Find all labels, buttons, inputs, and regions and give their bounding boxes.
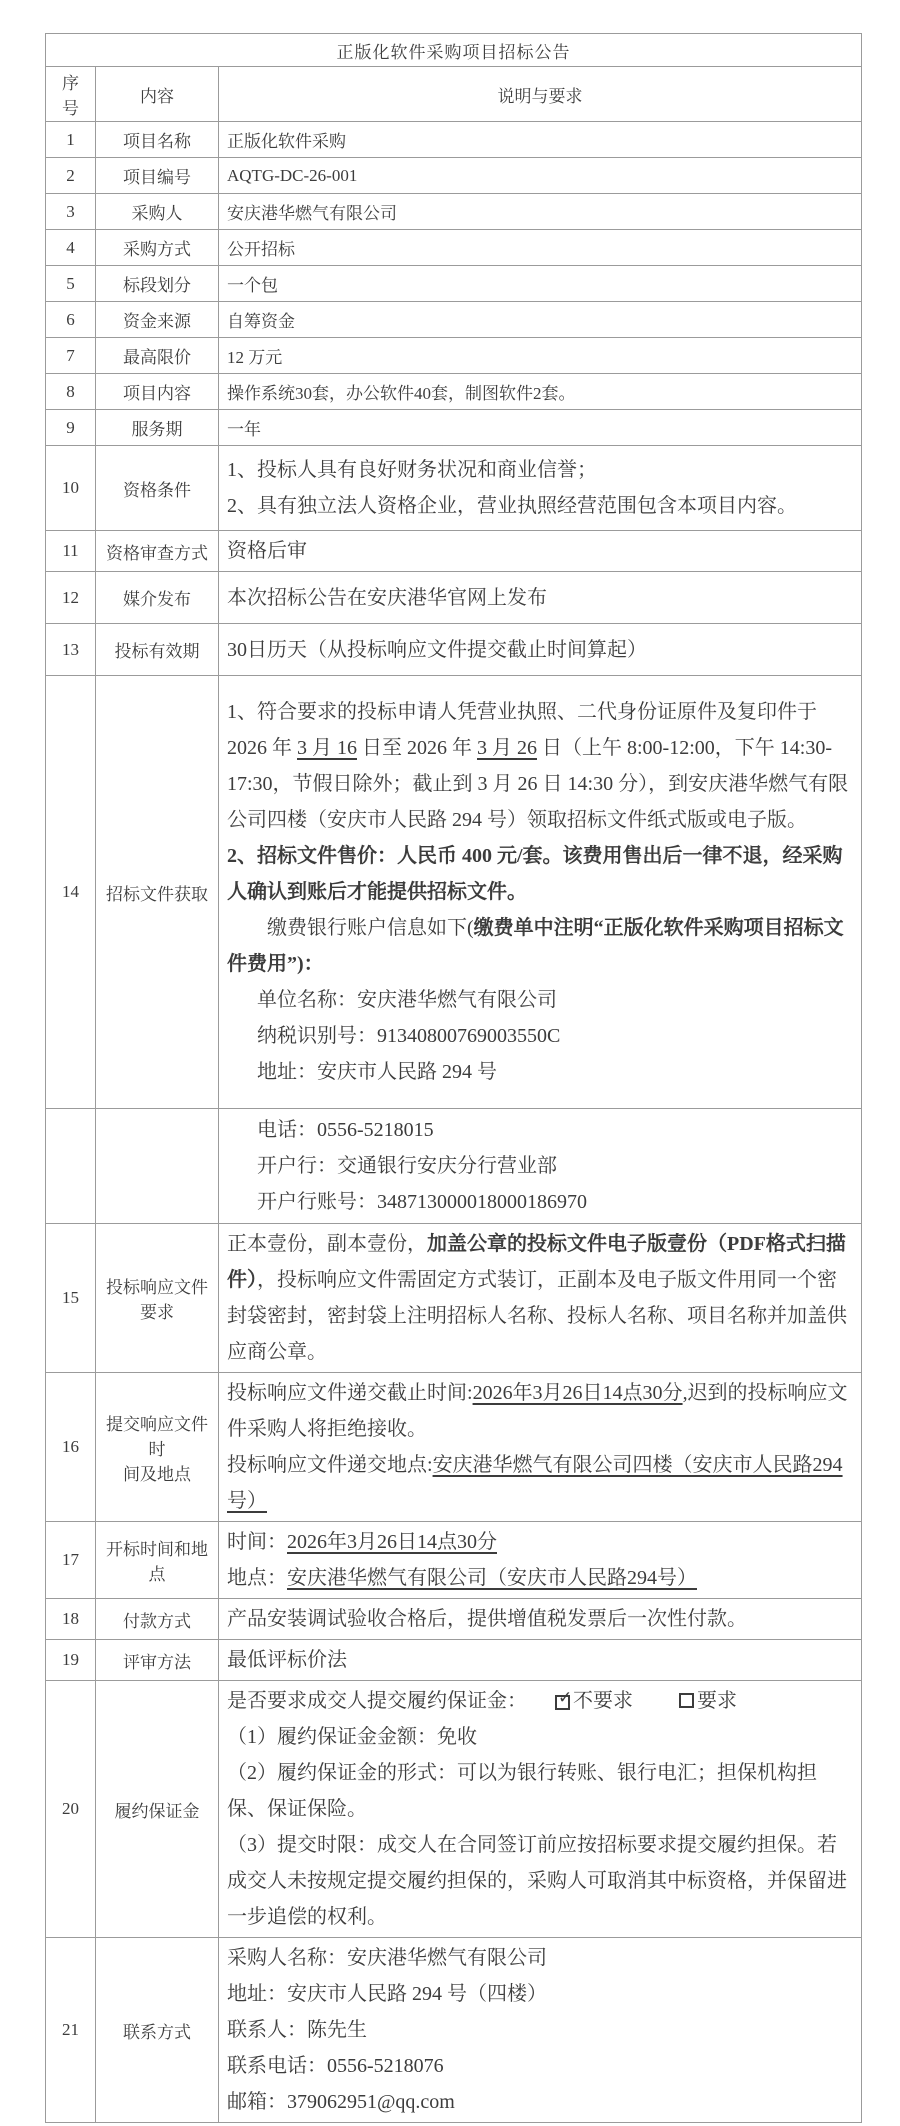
tender-notice-table (45, 33, 862, 2123)
row-label: 联系方式 (96, 1938, 219, 2123)
table-row (46, 338, 862, 374)
column-header-num: 序号 (46, 67, 96, 122)
row-desc (219, 676, 862, 1109)
paragraph: （1）履约保证金金额：免收 (227, 1726, 477, 1748)
table-row (46, 1640, 862, 1681)
bank-info-line: 电话：0556-5218015 (257, 1119, 434, 1141)
row-number: 5 (46, 266, 96, 302)
row-number: 10 (46, 446, 96, 531)
row-label: 资格条件 (96, 446, 219, 531)
table-row (46, 531, 862, 572)
row-desc: 本次招标公告在安庆港华官网上发布 (219, 572, 862, 624)
bank-info-line: 纳税识别号：91340800769003550C (257, 1025, 561, 1047)
row-desc (219, 1224, 862, 1373)
table-row (46, 1938, 862, 2123)
title-row (46, 34, 862, 67)
row-number: 13 (46, 624, 96, 676)
table-row (46, 410, 862, 446)
underlined-deadline: 2026年3月26日14点30分 (287, 1531, 497, 1553)
paragraph: 是否要求成交人提交履约保证金： ✓不要求 要求 (227, 1688, 737, 1712)
table-row (46, 1599, 862, 1640)
row-desc: 自筹资金 (219, 302, 862, 338)
row-label: 提交响应文件时 间及地点 (96, 1373, 219, 1522)
table-row (46, 122, 862, 158)
table-row (46, 676, 862, 1109)
contact-line: 采购人名称：安庆港华燃气有限公司 (227, 1947, 547, 1969)
row-desc: 操作系统30套，办公软件40套，制图软件2套。 (219, 374, 862, 410)
table-row (46, 1681, 862, 1938)
row-label: 服务期 (96, 410, 219, 446)
paragraph: 地点：安庆港华燃气有限公司（安庆市人民路294号） (227, 1567, 697, 1589)
row-number: 19 (46, 1640, 96, 1681)
table-row (46, 302, 862, 338)
underlined-date: 3 月 16 (297, 737, 357, 759)
paragraph: （3）提交时限：成交人在合同签订前应按招标要求提交履约担保。若成交人未按规定提交履约担保的，采购人可取消其中标资格，并保留进一步追偿的权利。 (227, 1834, 847, 1928)
row-label: 评审方法 (96, 1640, 219, 1681)
row-label: 资金来源 (96, 302, 219, 338)
row-desc: 一年 (219, 410, 862, 446)
row-number: 7 (46, 338, 96, 374)
row-desc: 资格后审 (219, 531, 862, 572)
paragraph: 1、投标人具有良好财务状况和商业信誉； (227, 459, 597, 481)
paragraph: 投标响应文件递交地点:安庆港华燃气有限公司四楼（安庆市人民路294号） (227, 1454, 843, 1512)
row-label: 最高限价 (96, 338, 219, 374)
row-label: 项目名称 (96, 122, 219, 158)
row-number: 1 (46, 122, 96, 158)
row-label: 投标有效期 (96, 624, 219, 676)
bank-info-line: 单位名称：安庆港华燃气有限公司 (257, 989, 557, 1011)
row-number: 11 (46, 531, 96, 572)
table-row (46, 446, 862, 531)
underlined-deadline: 2026年3月26日14点30分 (472, 1382, 683, 1404)
row-desc: 30日历天（从投标响应文件提交截止时间算起） (219, 624, 862, 676)
row-number: 17 (46, 1522, 96, 1599)
row-desc (219, 1938, 862, 2123)
checkbox-label: 不要求 (573, 1690, 633, 1712)
checkbox-checked-icon (555, 1688, 573, 1710)
row-desc: 公开招标 (219, 230, 862, 266)
paragraph: （2）履约保证金的形式：可以为银行转账、银行电汇；担保机构担保、保证保险。 (227, 1762, 817, 1820)
row-label: 招标文件获取 (96, 676, 219, 1109)
paragraph: 2、招标文件售价：人民币 400 元/套。该费用售出后一律不退，经采购人确认到账后才能提供招标文件。 (227, 845, 843, 903)
table-row (46, 572, 862, 624)
contact-line: 联系电话：0556-5218076 (227, 2055, 444, 2077)
row-label: 采购人 (96, 194, 219, 230)
row-desc (219, 1522, 862, 1599)
underlined-address: 安庆港华燃气有限公司四楼（安庆市人民路294号） (227, 1454, 843, 1512)
row-number: 20 (46, 1681, 96, 1938)
contact-line: 联系人：陈先生 (227, 2019, 367, 2041)
table-row (46, 194, 862, 230)
column-header-item: 内容 (96, 67, 219, 122)
row-label: 履约保证金 (96, 1681, 219, 1938)
row-number: 18 (46, 1599, 96, 1640)
row-number: 16 (46, 1373, 96, 1522)
paragraph: 1、符合要求的投标申请人凭营业执照、二代身份证原件及复印件于 2026 年 3 月 16 日至 2026 年 3 月 26 日（上午 8:00-12:00，下午 14:30-17:30，节假日除外；截止到 3 月 26 日 14:30 分），到安庆港华燃气有限公司四楼（安庆市人民路 294 号）领取招标文件纸式版或电子版。 (227, 701, 849, 831)
table-row (46, 266, 862, 302)
row-number: 15 (46, 1224, 96, 1373)
table-row (46, 1224, 862, 1373)
paragraph: 投标响应文件递交截止时间:2026年3月26日14点30分,迟到的投标响应文件采购人将拒绝接收。 (227, 1382, 848, 1440)
table-row (46, 1373, 862, 1522)
row-number: 8 (46, 374, 96, 410)
row-desc: 安庆港华燃气有限公司 (219, 194, 862, 230)
paragraph: 缴费银行账户信息如下(缴费单中注明“正版化软件采购项目招标文件费用”)： (227, 917, 844, 975)
header-row (46, 67, 862, 122)
row-desc: 产品安装调试验收合格后，提供增值税发票后一次性付款。 (219, 1599, 862, 1640)
row-number: 14 (46, 676, 96, 1109)
row-label-empty (96, 1109, 219, 1224)
row-number: 2 (46, 158, 96, 194)
row-desc: 一个包 (219, 266, 862, 302)
checkbox-unchecked-icon (679, 1693, 694, 1708)
row-desc (219, 1109, 862, 1224)
underlined-date: 3 月 26 (477, 737, 537, 759)
underlined-address: 安庆港华燃气有限公司（安庆市人民路294号） (287, 1567, 697, 1589)
document-title: 正版化软件采购项目招标公告 (46, 34, 862, 67)
row-desc (219, 1681, 862, 1938)
bank-info-line: 地址：安庆市人民路 294 号 (257, 1061, 497, 1083)
row-desc: 12 万元 (219, 338, 862, 374)
paragraph: 2、具有独立法人资格企业，营业执照经营范围包含本项目内容。 (227, 495, 797, 517)
row-label: 标段划分 (96, 266, 219, 302)
bank-info-line: 开户行：交通银行安庆分行营业部 (257, 1155, 557, 1177)
checkbox-label: 要求 (697, 1690, 737, 1712)
row-desc: AQTG-DC-26-001 (219, 158, 862, 194)
contact-line: 地址：安庆市人民路 294 号（四楼） (227, 1983, 547, 2005)
row-label: 采购方式 (96, 230, 219, 266)
paragraph: 正本壹份，副本壹份，加盖公章的投标文件电子版壹份（PDF格式扫描件），投标响应文件需固定方式装订，正副本及电子版文件用同一个密封袋密封，密封袋上注明招标人名称、投标人名称、项目名称并加盖供应商公章。 (227, 1233, 847, 1363)
row-label: 开标时间和地点 (96, 1522, 219, 1599)
check-mark-icon: ✓ (558, 1688, 573, 1708)
row-number: 21 (46, 1938, 96, 2123)
row-desc: 最低评标价法 (219, 1640, 862, 1681)
table-row (46, 158, 862, 194)
row-desc (219, 1373, 862, 1522)
row-label: 媒介发布 (96, 572, 219, 624)
row-number: 9 (46, 410, 96, 446)
row-label: 付款方式 (96, 1599, 219, 1640)
table-row (46, 374, 862, 410)
column-header-desc: 说明与要求 (219, 67, 862, 122)
row-number: 3 (46, 194, 96, 230)
paragraph: 时间：2026年3月26日14点30分 (227, 1531, 497, 1553)
row-desc (219, 446, 862, 531)
row-number: 6 (46, 302, 96, 338)
table-row-continuation (46, 1109, 862, 1224)
row-label: 项目编号 (96, 158, 219, 194)
table-row (46, 1522, 862, 1599)
table-row (46, 624, 862, 676)
row-number-empty (46, 1109, 96, 1224)
bank-info-line: 开户行账号：348713000018000186970 (257, 1191, 587, 1213)
row-label: 资格审查方式 (96, 531, 219, 572)
row-number: 12 (46, 572, 96, 624)
row-number: 4 (46, 230, 96, 266)
row-label: 项目内容 (96, 374, 219, 410)
row-desc: 正版化软件采购 (219, 122, 862, 158)
contact-line: 邮箱：379062951@qq.com (227, 2091, 455, 2113)
row-label: 投标响应文件 要求 (96, 1224, 219, 1373)
table-row (46, 230, 862, 266)
